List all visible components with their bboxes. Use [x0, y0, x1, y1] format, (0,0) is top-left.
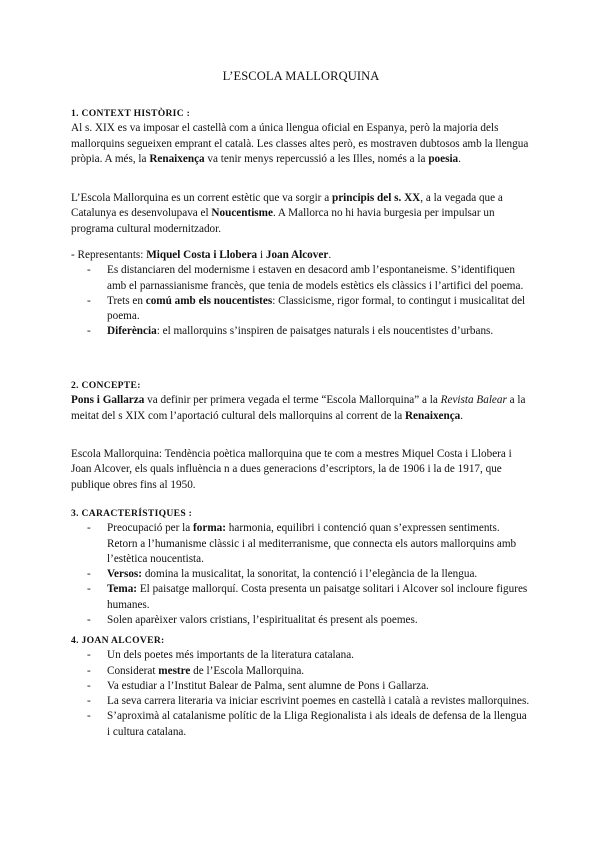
list-item: - Tema: El paisatge mallorquí. Costa presenta un paisatge solitari i Alcover sol incloure figures humanes.: [87, 583, 528, 611]
list-item: - Diferència: el mallorquins s’inspiren de paisatges naturals i els noucentistes d’urbans.: [87, 325, 494, 338]
list-item: - Va estudiar a l’Institut Balear de Palma, sent alumne de Pons i Gallarza.: [87, 679, 429, 692]
section-characteristics: [71, 506, 531, 628]
list-item: - S’aproximà al catalanisme polític de la Lliga Regionalista i als ideals de defensa de la llengua i cultura catalana.: [87, 710, 527, 738]
section-context: [71, 106, 531, 167]
list-item: - Un dels poetes més importants de la literatura catalana.: [87, 649, 354, 662]
context-paragraph-1: Al s. XIX es va imposar el castellà com a única llengua oficial en Espanya, però la majoria dels mallorquins segueixen emprant el català. Les classes altes però, es mostraven dubtosos amb la llengua pròpia. A més, la Renaixença va tenir menys repercussió a les Illes, només a la poesia.: [71, 122, 529, 165]
list-item: - Considerat mestre de l’Escola Mallorquina.: [87, 664, 305, 677]
section-heading-characteristics: 3. CARACTERÍSTIQUES :: [71, 508, 193, 519]
list-item: - Trets en comú amb els noucentistes: Classicisme, rigor formal, to contingut i musicalitat del poema.: [87, 294, 526, 323]
list-item: - Es distanciaren del modernisme i estaven en desacord amb l’espontaneisme. S’identifiquen amb el parnassianisme francès, que tenia de models estètics els clàssics i l’artifici del poema.: [87, 264, 524, 292]
section-concept: [71, 378, 531, 424]
joan-alcover-list: [71, 648, 531, 740]
section-heading-context: 1. CONTEXT HISTÒRIC :: [71, 108, 191, 119]
concept-paragraph-2: Escola Mallorquina: Tendència poètica mallorquina que te com a mestres Miquel Costa i Llobera i Joan Alcover, els quals influència n a dues generacions d’escriptors, la de 1906 i la de 1917, que publique obres fins al 1950.: [71, 448, 512, 491]
list-item: - Versos: domina la musicalitat, la sonoritat, la contenció i l’elegància de la llengua.: [87, 568, 478, 581]
characteristics-list: [71, 521, 531, 628]
list-item: - Solen aparèixer valors cristians, l’espiritualitat és present als poemes.: [87, 614, 418, 627]
section-joan-alcover: [71, 633, 531, 740]
list-item: - La seva carrera literaria va iniciar escrivint poemes en castellà i català a revistes mallorquines.: [87, 695, 530, 708]
section-heading-joan-alcover: 4. JOAN ALCOVER:: [71, 635, 165, 646]
representatives-block: [71, 248, 531, 340]
representatives-line: - Representants: Miquel Costa i Llobera i Joan Alcover.: [71, 249, 332, 261]
concept-paragraph-1: Pons i Gallarza va definir per primera vegada el terme “Escola Mallorquina” a la Revista Balear a la meitat del s XIX com l’aportació cultural dels mallorquins al corrent de la Renaixença.: [71, 394, 526, 422]
section-heading-concept: 2. CONCEPTE:: [71, 380, 141, 391]
list-item: - Preocupació per la forma: harmonia, equilibri i contenció quan s’expressen sentiments. Retorn a l’humanisme clàssic i al mediterranisme, que connecta els autors mallorquins amb l’estètica noucentista.: [87, 522, 517, 565]
representatives-list: [71, 263, 531, 339]
document-title: L’ESCOLA MALLORQUINA: [222, 69, 380, 83]
context-paragraph-2: L’Escola Mallorquina es un corrent estètic que va sorgir a principis del s. XX, a la vegada que a Catalunya es desenvolupava el Noucentisme. A Mallorca no hi havia burgesia per impulsar un programa cultural modernitzador.: [71, 192, 503, 235]
